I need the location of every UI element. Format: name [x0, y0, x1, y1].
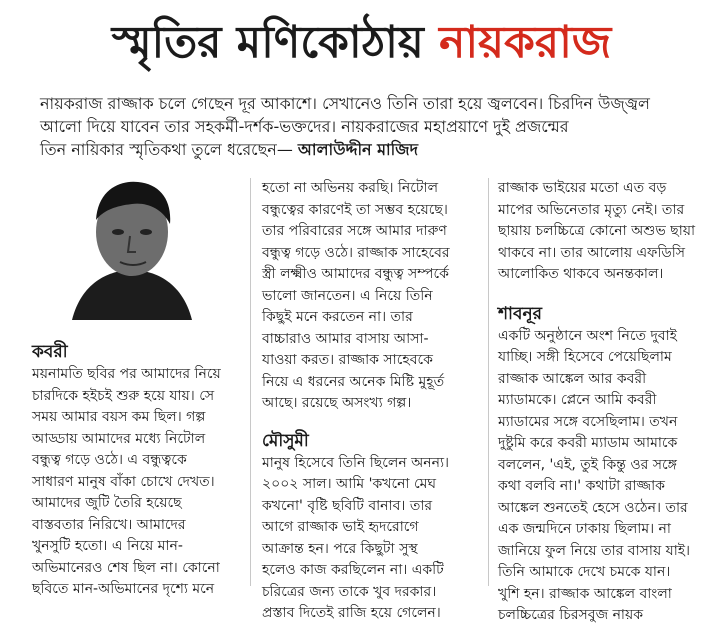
- intro-line: নায়করাজ রাজ্জাক চলে গেছেন দূর আকাশে। সেখানেও তিনি তারা হয়ে জ্বলবেন। চিরদিন উজ্জ্বল: [40, 94, 650, 113]
- headline-accent: নায়করাজ: [439, 17, 612, 68]
- article-line: ম্যাডামের সঙ্গে বসেছিলাম। তখন: [498, 413, 678, 430]
- article-line: এক জন্মদিনে ঢাকায় ছিলাম। না: [498, 521, 671, 537]
- column-divider: [250, 178, 251, 586]
- article-line: আলোকিত থাকবে অনন্তকাল।: [498, 266, 664, 282]
- middle-column: [262, 178, 478, 625]
- article-line: মাপের অভিনেতার মৃত্যু নেই। তার: [498, 201, 685, 218]
- article-line: আগে রাজ্জাক ভাই হৃদরোগে: [262, 519, 419, 535]
- article-line: আড্ডায় আমাদের মধ্যে নিটোল: [32, 430, 206, 447]
- article-line: অভিমানেরও শেষ ছিল না। কোনো: [32, 559, 220, 576]
- article-line: বললেন, 'এই, তুই কিন্তু ওর সঙ্গে: [498, 456, 677, 473]
- article-line: বন্ধুত্ব গড়ে ওঠে। এ বন্ধুত্বকে: [32, 452, 187, 468]
- article-line: চারদিকে হইচই শুরু হয়ে যায়। সে: [32, 387, 215, 404]
- article-line: খুনসুটি হতো। এ নিয়ে মান-: [32, 538, 183, 554]
- article-line: হলেও কাজ করছিলেন না। একটি: [262, 562, 444, 578]
- article-line: মানুষ হিসেবে তিনি ছিলেন অনন্য।: [262, 454, 450, 471]
- article-line: যাচ্ছি। সঙ্গী হিসেবে পেয়েছিলাম: [498, 349, 672, 365]
- article-line: যাওয়া করত। রাজ্জাক সাহেবকে: [262, 352, 433, 368]
- headline-main: স্মৃতির মণিকোঠায়: [111, 17, 424, 68]
- article-line: দুষ্টুমি করে কবরী ম্যাডাম আমাকে: [498, 435, 678, 451]
- article-line: তার পরিবারের সঙ্গে আমার দারুণ: [262, 223, 447, 239]
- article-line: চরিত্রের জন্য তাকে খুব দরকার।: [262, 583, 437, 600]
- kobori-column: [32, 340, 228, 601]
- article-line: আছে। রয়েছে অসংখ্য গল্প।: [262, 395, 412, 411]
- article-line: সময় আমার বয়স কম ছিল। গল্প: [32, 409, 206, 425]
- article-line: হতো না অভিনয় করছি। নিটোল: [262, 180, 439, 196]
- article-line: আমাদের জুটি তৈরি হয়েছে: [32, 495, 182, 511]
- article-line: বাস্তবতার নিরিখে। আমাদের: [32, 516, 186, 533]
- article-line: থাকবে না। তার আলোয় এফডিসি: [498, 244, 685, 261]
- article-line: বাচ্চারাও আমার বাসায় আসা-: [262, 330, 429, 347]
- article-line: প্রস্তাব দিতেই রাজি হয়ে গেলেন।: [262, 605, 441, 621]
- kobori-heading: কবরী: [32, 342, 68, 362]
- intro-paragraph: [40, 92, 690, 161]
- article-line: খুশি হন। রাজ্জাক আঙ্কেল বাংলা: [498, 585, 672, 602]
- article-line: ভালো জানতেন। এ নিয়ে তিনি: [262, 287, 433, 304]
- article-line: কিছুই মনে করতেন না। তার: [262, 309, 413, 325]
- right-column: [498, 178, 706, 627]
- intro-line: তিন নায়িকার স্মৃতিকথা তুলে ধরেছেন—: [40, 140, 293, 159]
- article-line: ছবিতে মান-অভিমানের দৃশ্যে মনে: [32, 581, 215, 597]
- article-line: কখনো' বৃষ্টি ছবিটি বানাব। তার: [262, 497, 433, 514]
- headline: [0, 14, 723, 72]
- article-line: চলচ্চিত্রের চিরসবুজ নায়ক: [498, 607, 644, 623]
- article-line: নিয়ে এ ধরনের অনেক মিষ্টি মুহূর্ত: [262, 373, 445, 390]
- mousumi-heading: মৌসুমী: [262, 430, 309, 451]
- article-line: একটি অনুষ্ঠানে অংশ নিতে দুবাই: [498, 327, 677, 344]
- article-line: আক্রান্ত হন। পরে কিছুটা সুস্থ: [262, 540, 418, 557]
- article-line: তিনি আমাকে দেখে চমকে যান।: [498, 564, 671, 580]
- article-line: বন্ধুত্ব গড়ে ওঠে। রাজ্জাক সাহেবের: [262, 244, 450, 261]
- article-line: জানিয়ে ফুল নিয়ে তার বাসায় যাই।: [498, 542, 691, 559]
- shabnur-heading: শাবনূর: [498, 303, 542, 324]
- article-line: কথা বলবি না।' কথাটা রাজ্জাক: [498, 478, 665, 494]
- article-line: রাজ্জাক ভাইয়ের মতো এত বড়: [498, 180, 667, 196]
- article-line: ছায়ায় চলচ্চিত্রে কোনো অশুভ ছায়া: [498, 223, 696, 239]
- author-byline: আলাউদ্দীন মাজিদ: [297, 140, 418, 159]
- article-line: আঙ্কেল শুনতেই হেসে ওঠেন। তার: [498, 499, 688, 516]
- article-line: ২০০২ সাল। আমি 'কখনো মেঘ: [262, 476, 437, 492]
- article-line: ময়নামতি ছবির পর আমাদের নিয়ে: [32, 366, 221, 382]
- article-line: স্ত্রী লক্ষ্মীও আমাদের বন্ধুত্ব সম্পর্কে: [262, 266, 449, 282]
- intro-line: আলো দিয়ে যাবেন তার সহকর্মী-দর্শক-ভক্তদের। নায়করাজের মহাপ্রয়াণে দুই প্রজন্মের: [40, 117, 569, 136]
- article-line: রাজ্জাক আঙ্কেল আর কবরী: [498, 370, 647, 387]
- article-line: সাধারণ মানুষ বাঁকা চোখে দেখত।: [32, 473, 215, 490]
- column-divider: [488, 178, 489, 586]
- article-line: বন্ধুত্বের কারণেই তা সম্ভব হয়েছে।: [262, 201, 448, 218]
- article-line: ম্যাডামকে। প্লেনে আমি কবরী: [498, 392, 657, 408]
- portrait-photo: [42, 170, 222, 320]
